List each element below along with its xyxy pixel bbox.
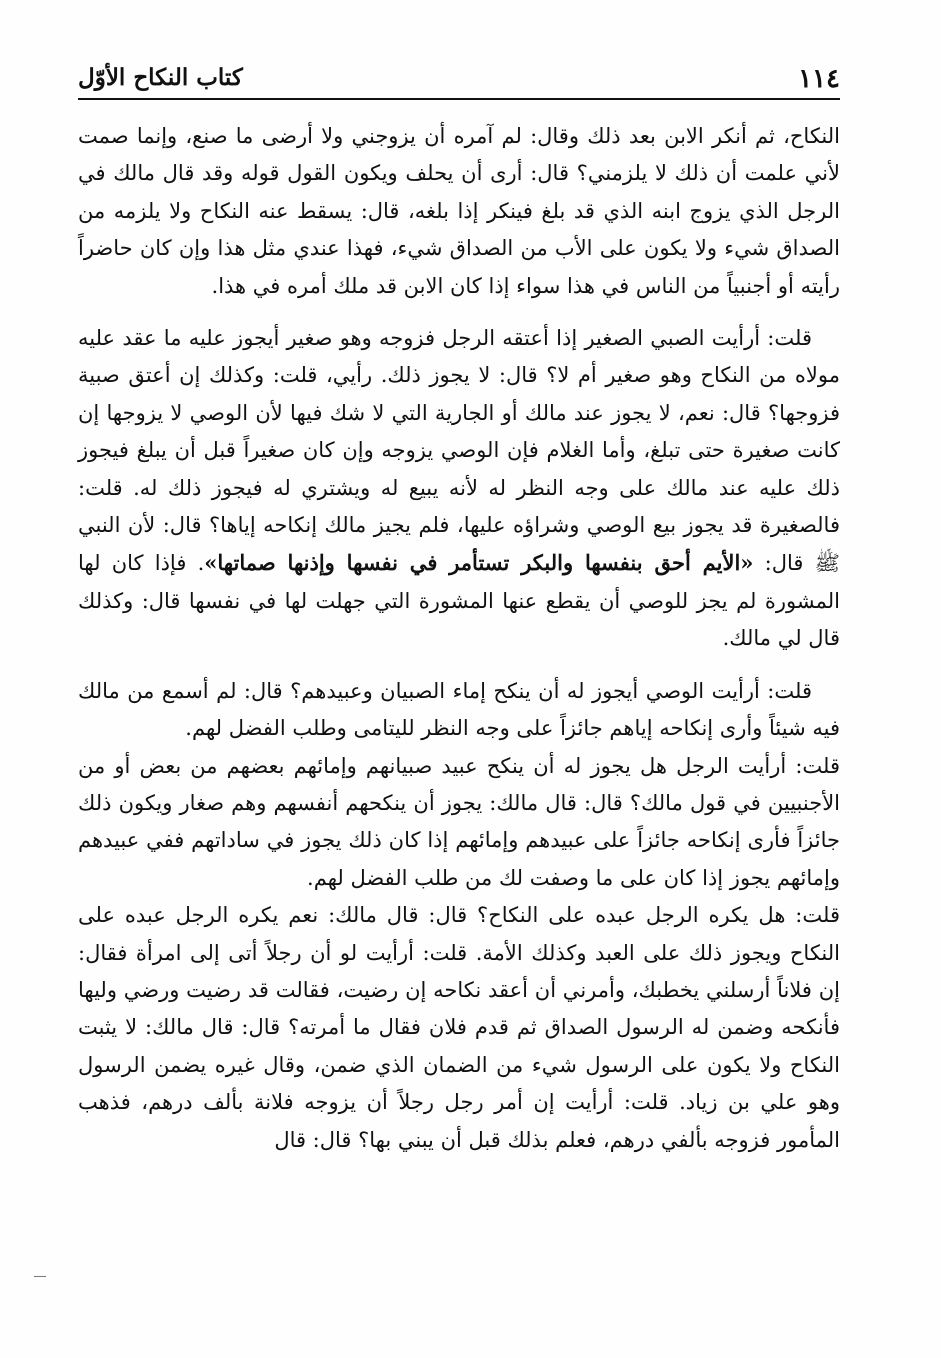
paragraph-2 — [78, 320, 840, 658]
running-title: كتاب النكاح الأوّل — [78, 64, 243, 91]
paragraph-2-text: قلت: أرأيت الصبي الصغير إذا أعتقه الرجل فزوجه وهو صغير أيجوز عليه ما عقد عليه مولاه من النكاح وهو صغير أم لا؟ قال: لا يجوز ذلك. رأيي، قلت: وكذلك إن أعتق صبية فزوجها؟ قال: نعم، لا يجوز عند مالك أو الجارية التي لا شك فيها لأن الوصي لا يزوجها إن كانت صغيرة حتى تبلغ، وأما الغلام فإن الوصي يزوجه وإن كان صغيراً قبل أن يبلغ فيجوز ذلك عليه عند مالك على وجه النظر له لأنه يبيع له ويشتري له فيجوز ذلك له. قلت: فالصغيرة قد يجوز بيع الوصي وشراؤه عليها، فلم يجيز مالك إنكاحه إياها؟ قال: لأن النبي ﷺ قال: — [78, 326, 840, 576]
paragraph-2-continuation: . فإذا كان لها المشورة لم يجز للوصي أن يقطع عنها المشورة التي جهلت لها في نفسها قال: وكذلك قال لي مالك. — [78, 551, 840, 651]
hadith-quote: «الأيم أحق بنفسها والبكر تستأمر في نفسها وإذنها صماتها» — [204, 550, 754, 576]
paragraph-3: قلت: أرأيت الوصي أيجوز له أن ينكح إماء الصبيان وعبيدهم؟ قال: لم أسمع من مالك فيه شيئاً وأرى إنكاحه إياهم جائزاً على وجه النظر لليتامى وطلب الفضل لهم. — [78, 678, 840, 741]
page-header — [78, 58, 840, 96]
margin-mark — [34, 1276, 46, 1277]
header-divider — [78, 98, 840, 100]
page-number: ١١٤ — [798, 64, 840, 94]
page-body — [78, 118, 840, 1159]
paragraph-5: قلت: هل يكره الرجل عبده على النكاح؟ قال: قال مالك: نعم يكره الرجل عبده على النكاح ويجوز ذلك على العبد وكذلك الأمة. قلت: أرأيت لو أن رجلاً أتى إلى امرأة فقال: إن فلاناً أرسلني يخطبك، وأمرني أن أعقد نكاحه إن رضيت، فقالت قد رضيت ورضي وليها فأنكحه وضمن له الرسول الصداق ثم قدم فلان فقال ما أمرته؟ قال: قال مالك: لا يثبت النكاح ولا يكون على الرسول شيء من الضمان الذي ضمن، وقال غيره يضمن الرسول وهو علي بن زياد. قلت: أرأيت إن أمر رجل رجلاً أن يزوجه فلانة بألف درهم، فذهب المأمور فزوجه بألفي درهم، فعلم بذلك قبل أن يبني بها؟ قال: قال — [78, 903, 840, 1152]
paragraph-4: قلت: أرأيت الرجل هل يجوز له أن ينكح عبيد صبيانهم وإمائهم بعضهم من بعض أو من الأجنبيين في قول مالك؟ قال: قال مالك: يجوز أن ينكحهم أنفسهم وهم صغار ويكون ذلك جائزاً فأرى إنكاحه جائزاً على عبيدهم وإمائهم إذا كان ذلك يجوز في ساداتهم ففي عبيدهم وإمائهم يجوز إذا كان على ما وصفت لك من طلب الفضل لهم. — [78, 753, 840, 890]
paragraph-1: النكاح، ثم أنكر الابن بعد ذلك وقال: لم آمره أن يزوجني ولا أرضى ما صنع، وإنما صمت لأني علمت أن ذلك لا يلزمني؟ قال: أرى أن يحلف ويكون القول قوله وقد قال مالك في الرجل الذي يزوج ابنه الذي قد بلغ فينكر إذا بلغه، قال: يسقط عنه النكاح ولا يلزمه من الصداق شيء ولا يكون على الأب من الصداق شيء، فهذا عندي مثل هذا وإن كان حاضراً رأيته أو أجنبياً من الناس في هذا سواء إذا كان الابن قد ملك أمره في هذا. — [78, 124, 840, 298]
